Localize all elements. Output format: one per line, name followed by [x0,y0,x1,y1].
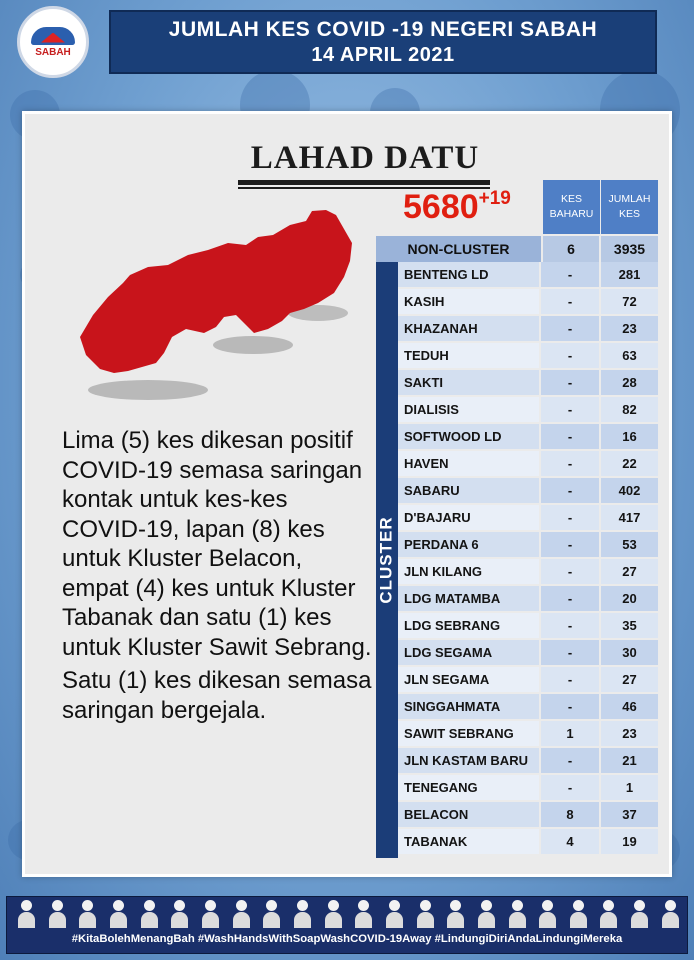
col-header-total-cases: JUMLAH KES [601,180,658,234]
person-icon [17,900,35,928]
cluster-new: - [541,397,599,422]
cluster-total: 82 [601,397,658,422]
cluster-new: - [541,640,599,665]
cluster-total: 23 [601,721,658,746]
page-title: JUMLAH KES COVID -19 NEGERI SABAH [168,18,598,41]
person-icon [232,900,250,928]
cluster-name: SOFTWOOD LD [398,424,539,449]
title-banner [109,10,657,74]
cluster-total: 21 [601,748,658,773]
cluster-name: PERDANA 6 [398,532,539,557]
cluster-new: - [541,613,599,638]
cluster-name: LDG SEGAMA [398,640,539,665]
person-icon [140,900,158,928]
cluster-name: TEDUH [398,343,539,368]
cluster-total: 1 [601,775,658,800]
person-icon [78,900,96,928]
person-icon [538,900,556,928]
person-icon [109,900,127,928]
cluster-name: KHAZANAH [398,316,539,341]
cluster-new: 8 [541,802,599,827]
cluster-total: 23 [601,316,658,341]
cluster-total: 417 [601,505,658,530]
cluster-label: CLUSTER [377,516,396,604]
sabah-logo [17,6,89,78]
cluster-name: JLN SEGAMA [398,667,539,692]
total-cases-value: 5680 [403,188,479,226]
table-row [398,613,658,638]
person-icon [48,900,66,928]
cluster-total: 281 [601,262,658,287]
cluster-new: - [541,586,599,611]
person-icon [293,900,311,928]
cluster-name: LDG MATAMBA [398,586,539,611]
report-date: 14 APRIL 2021 [311,44,455,66]
table-row [398,262,658,287]
non-cluster-new: 6 [543,236,599,262]
table-row [398,397,658,422]
table-row [398,478,658,503]
table-row [398,829,658,854]
case-description [62,426,372,725]
cluster-name: JLN KILANG [398,559,539,584]
table-row [398,370,658,395]
cluster-name: HAVEN [398,451,539,476]
non-cluster-total: 3935 [601,236,658,262]
table-row [398,343,658,368]
table-row [398,289,658,314]
cluster-name: D'BAJARU [398,505,539,530]
person-icon [508,900,526,928]
cluster-name: SABARU [398,478,539,503]
cluster-total: 28 [601,370,658,395]
cluster-name: DIALISIS [398,397,539,422]
description-paragraph: Satu (1) kes dikesan semasa saringan bergejala. [62,667,372,724]
table-row [398,424,658,449]
hashtag-text: #KitaBolehMenangBah #WashHandsWithSoapWashCOVID-19Away #LindungiDiriAndaLindungiMereka [71,933,623,945]
person-icon [385,900,403,928]
table-row [398,316,658,341]
cluster-name: TENEGANG [398,775,539,800]
cluster-name: SINGGAHMATA [398,694,539,719]
district-map [68,205,368,405]
cluster-new: - [541,667,599,692]
cluster-new: - [541,748,599,773]
map-shadow [88,380,208,400]
total-cases [403,188,511,227]
cluster-total: 27 [601,667,658,692]
cluster-new: - [541,424,599,449]
footer-banner [6,896,688,954]
cluster-total: 30 [601,640,658,665]
col-header-new-cases: KES BAHARU [543,180,600,234]
person-icon [416,900,434,928]
cluster-new: - [541,289,599,314]
cluster-name: KASIH [398,289,539,314]
cluster-total: 63 [601,343,658,368]
cluster-total: 46 [601,694,658,719]
table-row [398,505,658,530]
table-row [398,667,658,692]
person-icon [446,900,464,928]
cluster-new: - [541,559,599,584]
cluster-total: 20 [601,586,658,611]
cluster-new: - [541,343,599,368]
cluster-total: 35 [601,613,658,638]
table-row [398,694,658,719]
person-icon [201,900,219,928]
cluster-total: 53 [601,532,658,557]
person-icon [477,900,495,928]
table-row [398,775,658,800]
table-row [398,559,658,584]
non-cluster-name: NON-CLUSTER [376,236,541,262]
cluster-total: 22 [601,451,658,476]
table-row [398,802,658,827]
cluster-new: - [541,505,599,530]
person-icon [630,900,648,928]
table-row [398,586,658,611]
cluster-new: - [541,370,599,395]
person-icon [170,900,188,928]
cluster-total: 27 [601,559,658,584]
person-icon [569,900,587,928]
map-shape [80,210,352,373]
logo-text: SABAH [35,46,71,58]
cluster-name: TABANAK [398,829,539,854]
table-row [398,721,658,746]
table-row [398,640,658,665]
new-cases-increment: +19 [478,188,511,209]
cluster-new: 4 [541,829,599,854]
cluster-new: - [541,316,599,341]
cluster-total: 16 [601,424,658,449]
cluster-new: - [541,478,599,503]
cluster-new: - [541,532,599,557]
cluster-new: - [541,694,599,719]
map-shadow [213,336,293,354]
cluster-name: LDG SEBRANG [398,613,539,638]
cluster-name: BELACON [398,802,539,827]
cluster-new: - [541,262,599,287]
cluster-name: BENTENG LD [398,262,539,287]
table-row [398,451,658,476]
district-name: LAHAD DATU [250,140,480,176]
cluster-label-container [376,262,398,858]
cluster-total: 19 [601,829,658,854]
cluster-new: - [541,775,599,800]
cluster-name: JLN KASTAM BARU [398,748,539,773]
person-icon [324,900,342,928]
cluster-total: 402 [601,478,658,503]
non-cluster-row [376,236,658,262]
cluster-table [398,262,658,856]
people-illustration [17,900,679,930]
table-row [398,532,658,557]
person-icon [599,900,617,928]
title-underline [238,180,490,185]
person-icon [262,900,280,928]
cluster-new: 1 [541,721,599,746]
person-icon [661,900,679,928]
cluster-name: SAWIT SEBRANG [398,721,539,746]
cluster-name: SAKTI [398,370,539,395]
mountain-icon [31,27,75,45]
person-icon [354,900,372,928]
table-row [398,748,658,773]
description-paragraph: Lima (5) kes dikesan positif COVID-19 semasa saringan kontak untuk kes-kes COVID-19, lapan (8) kes untuk Kluster Belacon, empat (4) kes untuk Kluster Tabanak dan satu (1) kes untuk Kluster Sawit Sebrang. [62,427,372,661]
cluster-new: - [541,451,599,476]
cluster-total: 72 [601,289,658,314]
cluster-total: 37 [601,802,658,827]
